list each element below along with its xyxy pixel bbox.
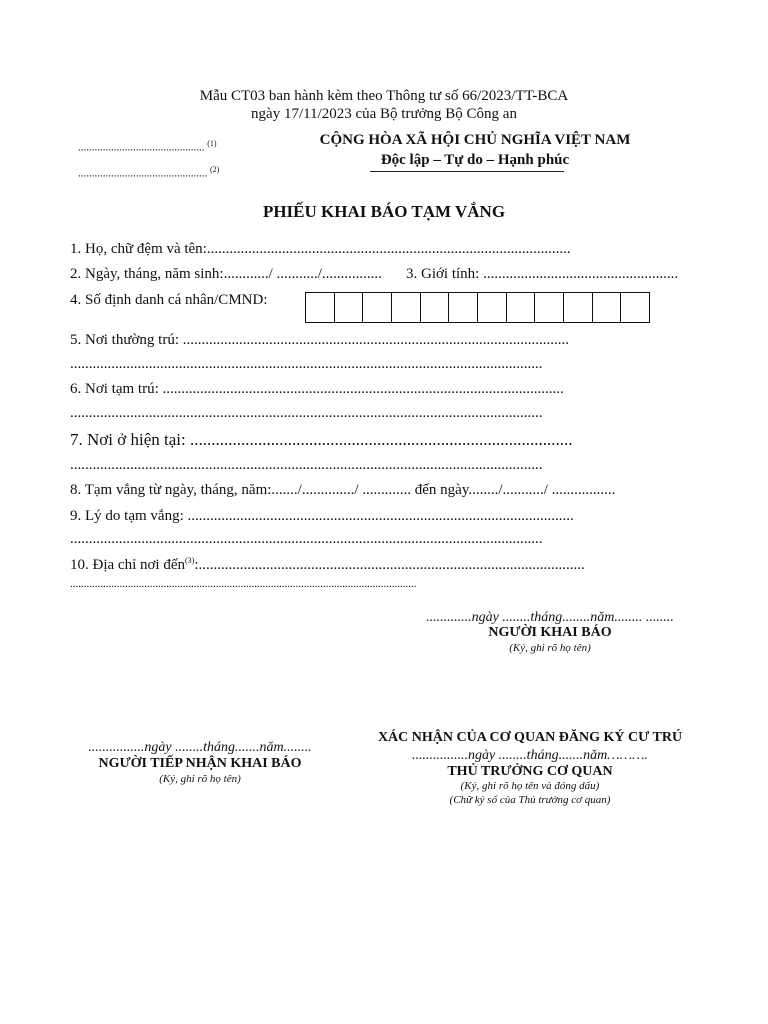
receiver-date (60, 740, 340, 756)
field-id-number-label: 4. Số định danh cá nhân/CMND: (70, 292, 268, 308)
field-destination-line2: .............................................................................................................................. (70, 578, 417, 590)
authority-note-2: (Chữ ký số của Thủ trưởng cơ quan) (449, 794, 611, 806)
authority-heading: XÁC NHẬN CỦA CƠ QUAN ĐĂNG KÝ CƯ TRÚ (377, 730, 683, 745)
field-date-of-birth: 2. Ngày, tháng, năm sinh:............/ .........../................ (70, 266, 382, 282)
id-digit-cell[interactable] (363, 293, 392, 322)
id-number-boxes[interactable] (305, 292, 650, 323)
field-absence-reason-line2: .............................................................................................................................. (70, 531, 543, 547)
declarant-date (410, 610, 690, 626)
agency-line-2 (78, 165, 219, 180)
field-destination-dots: :....................................................................................................... (194, 557, 585, 573)
agency-line-1 (78, 139, 217, 154)
agency-line-2-note-ref: (2) (210, 165, 220, 174)
field-full-name: 1. Họ, chữ đệm và tên:................................................................................................. (70, 241, 571, 257)
field-current-residence: 7. Nơi ở hiện tại: .......................................................................................... (70, 430, 573, 449)
field-absence-period: 8. Tạm vắng từ ngày, tháng, năm:......./............../ ............. đến ngày......../.........../ ................. (70, 482, 616, 498)
country-name: CỘNG HÒA XÃ HỘI CHỦ NGHĨA VIỆT NAM (319, 132, 631, 148)
id-digit-cell[interactable] (421, 293, 450, 322)
field-temporary-residence: 6. Nơi tạm trú: ........................................................................................................... (70, 381, 564, 397)
form-title: PHIẾU KHAI BÁO TẠM VẮNG (262, 202, 506, 221)
receiver-note: (Ký, ghi rõ họ tên) (159, 773, 241, 785)
id-digit-cell[interactable] (593, 293, 622, 322)
receiver-title: NGƯỜI TIẾP NHẬN KHAI BÁO (98, 756, 302, 771)
id-digit-cell[interactable] (392, 293, 421, 322)
field-permanent-residence-line2: .............................................................................................................................. (70, 356, 543, 372)
authority-date-text: ................ngày ........tháng.......năm………. (411, 748, 649, 763)
authority-date (380, 748, 680, 764)
id-digit-cell[interactable] (621, 293, 649, 322)
template-reference-line2: ngày 17/11/2023 của Bộ trưởng Bộ Công an (251, 106, 517, 122)
id-digit-cell[interactable] (306, 293, 335, 322)
agency-line-1-note-ref: (1) (207, 139, 217, 148)
agency-line-1-text: .............................................. (78, 141, 205, 154)
declarant-title: NGƯỜI KHAI BÁO (488, 625, 612, 640)
agency-line-2-text: ............................................... (78, 167, 208, 180)
authority-title: THỦ TRƯỞNG CƠ QUAN (447, 764, 613, 779)
field-permanent-residence: 5. Nơi thường trú: ....................................................................................................... (70, 332, 569, 348)
id-digit-cell[interactable] (478, 293, 507, 322)
field-current-residence-line2: .............................................................................................................................. (70, 457, 543, 473)
field-temporary-residence-line2: .............................................................................................................................. (70, 405, 543, 421)
field-destination-label: 10. Địa chỉ nơi đến (70, 557, 185, 573)
id-digit-cell[interactable] (335, 293, 364, 322)
national-motto: Độc lập – Tự do – Hạnh phúc (380, 152, 570, 168)
id-digit-cell[interactable] (564, 293, 593, 322)
field-destination-note-ref: (3) (185, 556, 195, 565)
id-digit-cell[interactable] (535, 293, 564, 322)
receiver-date-text: ................ngày ........tháng.......năm........ (88, 740, 312, 755)
field-absence-reason: 9. Lý do tạm vắng: ....................................................................................................... (70, 508, 574, 524)
id-digit-cell[interactable] (449, 293, 478, 322)
id-digit-cell[interactable] (507, 293, 536, 322)
declarant-note: (Ký, ghi rõ họ tên) (509, 642, 591, 654)
field-destination (70, 556, 585, 574)
motto-underline (370, 171, 564, 172)
authority-note-1: (Ký, ghi rõ họ tên và đóng dấu) (460, 780, 600, 792)
declarant-date-text: .............ngày ........tháng........năm........ ........ (426, 610, 674, 625)
template-reference-line1: Mẫu CT03 ban hành kèm theo Thông tư số 66/2023/TT-BCA (199, 88, 569, 104)
field-gender: 3. Giới tính: .................................................... (406, 266, 679, 282)
